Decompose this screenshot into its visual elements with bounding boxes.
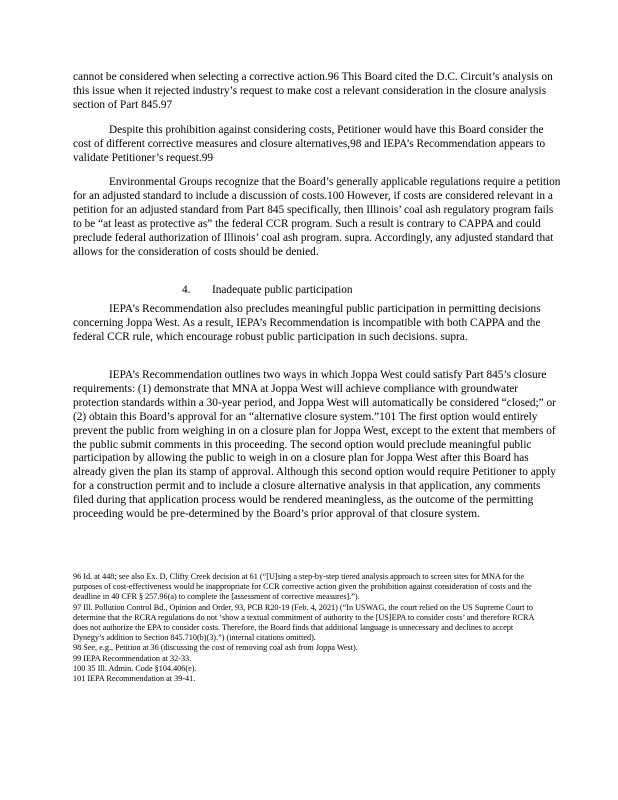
paragraph-text: IEPA’s Recommendation also precludes meaningful public participation in permitting decisions concerning Joppa West. As a result, IEPA’s Recommendation is incompatible with both CAPPA and the federal CCR rule, which encourage robust public participation in such decisions. supra. bbox=[73, 303, 541, 343]
paragraph-text: Environmental Groups recognize that the Board’s generally applicable regulations require a petition for an adjusted standard to include a discussion of costs.100 However, if costs are considered relevant in a petition for an adjusted standard from Part 845 specifically, then Illinois’ coal ash regulatory program fails to be “at least as protective as” the federal CCR program. Such a result is contrary to CAPPA and could preclude federal authorization of Illinois’ coal ash program. supra. Accordingly, any adjusted standard that allows for the consideration of costs should be denied. bbox=[73, 176, 561, 258]
body-paragraph bbox=[73, 303, 563, 345]
paragraph-text: IEPA’s Recommendation outlines two ways in which Joppa West could satisfy Part 845’s closure requirements: (1) demonstrate that MNA at Joppa West will achieve compliance with groundwater protection standards within a 30-year period, and Joppa West will automatically be considered “closed;” or (2) obtain this Board’s approval for an “alternative closure system.”101 The first option would entirely prevent the public from weighing in on a closure plan for Joppa West, except to the extent that members of the public submit comments in this proceeding. The second option would preclude meaningful public participation by allowing the public to weigh in on a closure plan for Joppa West after this Board has already given the plan its stamp of approval. Although this second option would require Petitioner to apply for a construction permit and to include a closure alternative analysis in that application, any comments filed during that application process would be rendered meaningless, as the outcome of the permitting proceeding would be pre-determined by the Board’s prior approval of that closure system. bbox=[73, 369, 556, 521]
footnote: 101 IEPA Recommendation at 39-41. bbox=[73, 674, 196, 684]
paragraph-text: Despite this prohibition against considering costs, Petitioner would have this Board consider the cost of different corrective measures and closure alternatives,98 and IEPA’s Recommendation appears to validate Petitioner’s request.99 bbox=[73, 124, 546, 164]
section-title: Inadequate public participation bbox=[212, 284, 353, 296]
footnote-divider bbox=[73, 565, 223, 566]
footnote: 98 See, e.g., Petition at 36 (discussing the cost of removing coal ash from Joppa West). bbox=[73, 643, 358, 653]
body-paragraph bbox=[73, 176, 563, 259]
body-paragraph bbox=[73, 124, 563, 166]
footnote: 96 Id. at 448; see also Ex. D, Clifty Creek decision at 61 (“[U]sing a step-by-step tiered analysis approach to screen sites for MNA for the purposes of cost-effectiveness would be inappropriate for CCR corrective action given the prohibition against consideration of costs and the deadline in 40 CFR § 257.96(a) to complete the [assessment of corrective measures].”). bbox=[73, 572, 532, 602]
paragraph-text: cannot be considered when selecting a corrective action.96 This Board cited the D.C. Circuit’s analysis on this issue when it rejected industry’s request to make cost a relevant consideration in the closure analysis section of Part 845.97 bbox=[73, 71, 553, 111]
section-number: 4. bbox=[182, 284, 191, 296]
footnotes bbox=[73, 572, 543, 684]
footnote: 99 IEPA Recommendation at 32-33. bbox=[73, 653, 192, 663]
footnote: 97 Ill. Pollution Control Bd., Opinion and Order, 93, PCB R20-19 (Feb. 4, 2021) (“In USWAG, the court relied on the US Supreme Court to determine that the RCRA regulations do not ‘show a textual commitment of authority to the [US]EPA to consider costs’ and therefore RCRA does not authorize the EPA to consider costs. Therefore, the Board finds that additional language is unnecessary and declines to accept Dynegy’s addition to Section 845.710(b)(3).”) (internal citations omitted). bbox=[73, 602, 534, 643]
body-paragraph bbox=[73, 369, 563, 522]
section-heading bbox=[182, 284, 353, 296]
footnote: 100 35 Ill. Admin. Code §104.406(e). bbox=[73, 663, 197, 673]
body-paragraph bbox=[73, 71, 563, 113]
